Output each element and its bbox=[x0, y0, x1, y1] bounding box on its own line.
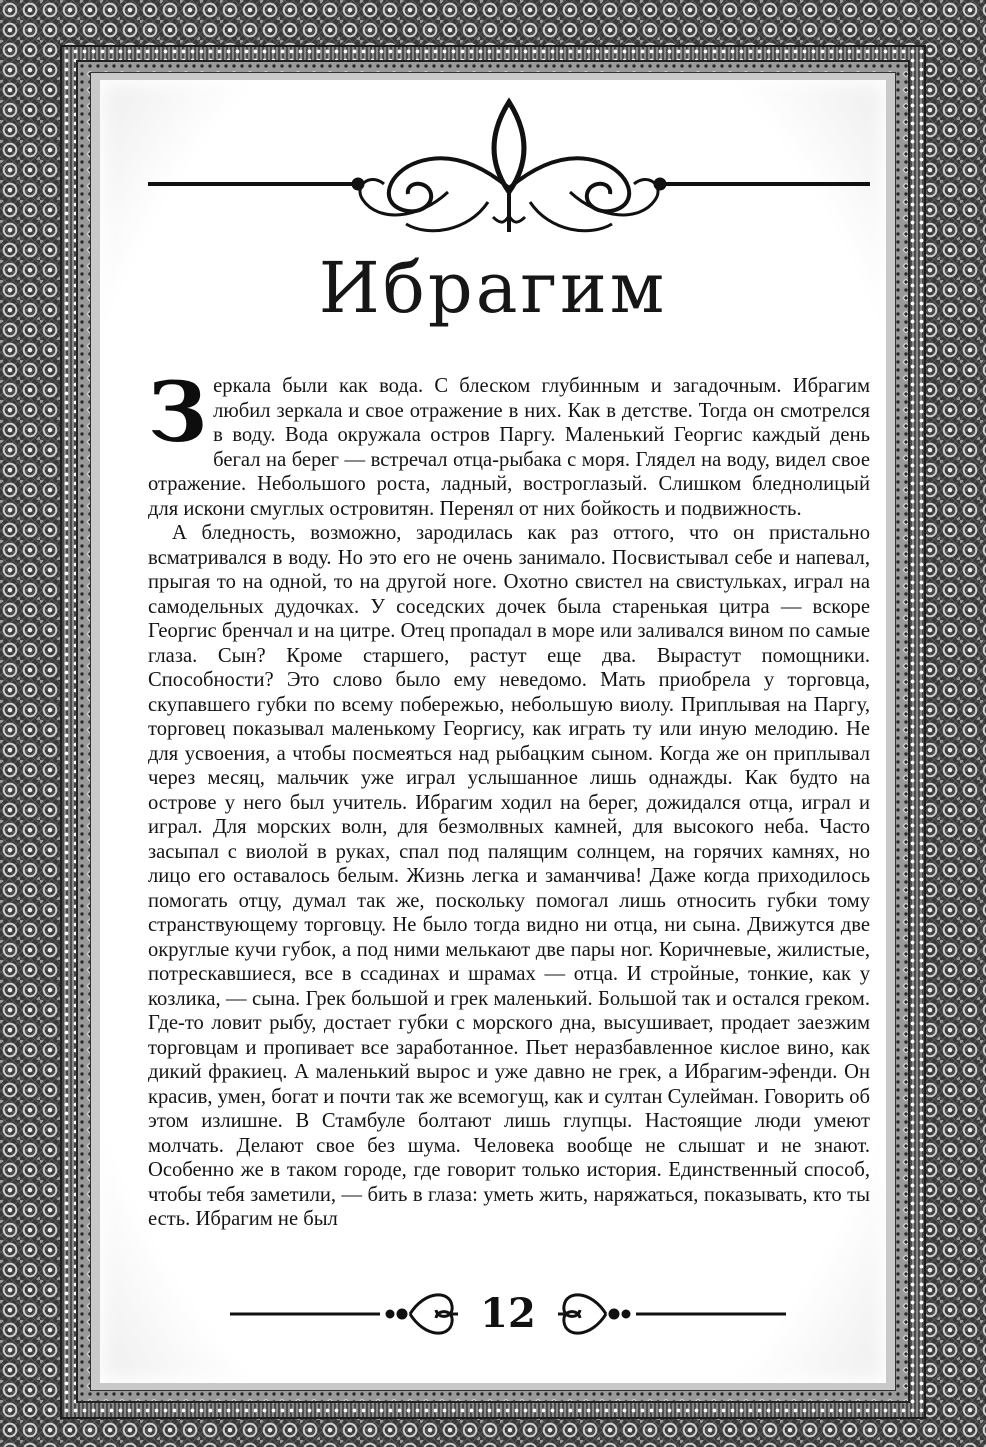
paragraph-2: А бледность, возможно, зародилась как раз оттого, что он пристально всматривался в воду. Но это его не очень занимало. Посвистывал себе и напевал, прыгая то на одной, то на другой ноге. Охотно свистел на свистульках, играл на самодельных дудочках. У соседских дочек была старенькая цитра — вскоре Георгис бренчал и на цитре. Отец пропадал в море или заливался вином по самые глаза. Сын? Кроме старшего, растут еще два. Вырастут помощники. Способности? Это слово было ему неведомо. Мать приобрела у торговца, скупавшего губки по всему побережью, небольшую виолу. Приплывая на Паргу, торговец показывал маленькому Георгису, как играть ту или иную мелодию. Не для усвоения, а чтобы посмеяться над рыбацким сыном. Когда же он приплывал через месяц, мальчик уже играл услышанное лишь однажды. Как будто на острове у него был учитель. Ибрагим ходил на берег, дожидался отца, играл и играл. Для морских волн, для безмолвных камней, для высокого неба. Часто засыпал с виолой в руках, спал под палящим солнцем, на горячих камнях, но лицо его оставалось белым. Жизнь легка и заманчива! Даже когда приходилось помогать отцу, думал так же, поскольку помогал лишь относить губки тому странствующему торговцу. Не было тогда видно ни отца, ни сына. Движутся две округлые кучи губок, а под ними мелькают две пары ног. Коричневые, жилистые, потрескавшиеся, все в ссадинах и шрамах — отца. И стройные, тонкие, как у козлика, — сына. Грек большой и грек маленький. Большой так и остался греком. Где-то ловит рыбу, достает губки с морского дна, высушивает, продает заезжим торговцам и пропивает все заработанное. Пьет неразбавленное кислое вино, как дикий фракиец. А маленький вырос и уже давно не грек, а Ибрагим-эфенди. Он красив, умен, богат и почти так же всемогущ, как и султан Сулейман. Говорить об этом излишне. В Стамбуле болтают лишь глупцы. Настоящие люди умеют молчать. Делают свое без шума. Человека вообще не слышат и не знают. Особенно же в таком городе, где говорит только история. Единственный способ, чтобы тебя заметили, — бить в глаза: уметь жить, наряжаться, показывать, кто ты есть. Ибрагим не был bbox=[148, 522, 870, 1230]
body-text bbox=[148, 365, 870, 1232]
paragraph-1-text: еркала были как вода. С блеском глубинным и загадочным. Ибрагим любил зеркала и свое отражение в них. Как в детстве. Тогда он смотрелся в воду. Вода окружала остров Паргу. Маленький Георгис каждый день бегал на берег — встречал отца-рыбака с моря. Глядел на воду, видел свое отражение. Небольшого роста, ладный, востроглазый. Слишком бледнолицый для искони смуглых островитян. Перенял от них бойкость и подвижность. bbox=[148, 375, 870, 520]
paragraph-1 bbox=[148, 365, 870, 521]
drop-cap: З bbox=[148, 365, 208, 461]
chapter-title: Ибрагим bbox=[318, 247, 668, 329]
calligraphic-flourish-icon bbox=[148, 92, 870, 242]
page-number: 12 bbox=[480, 1290, 536, 1337]
